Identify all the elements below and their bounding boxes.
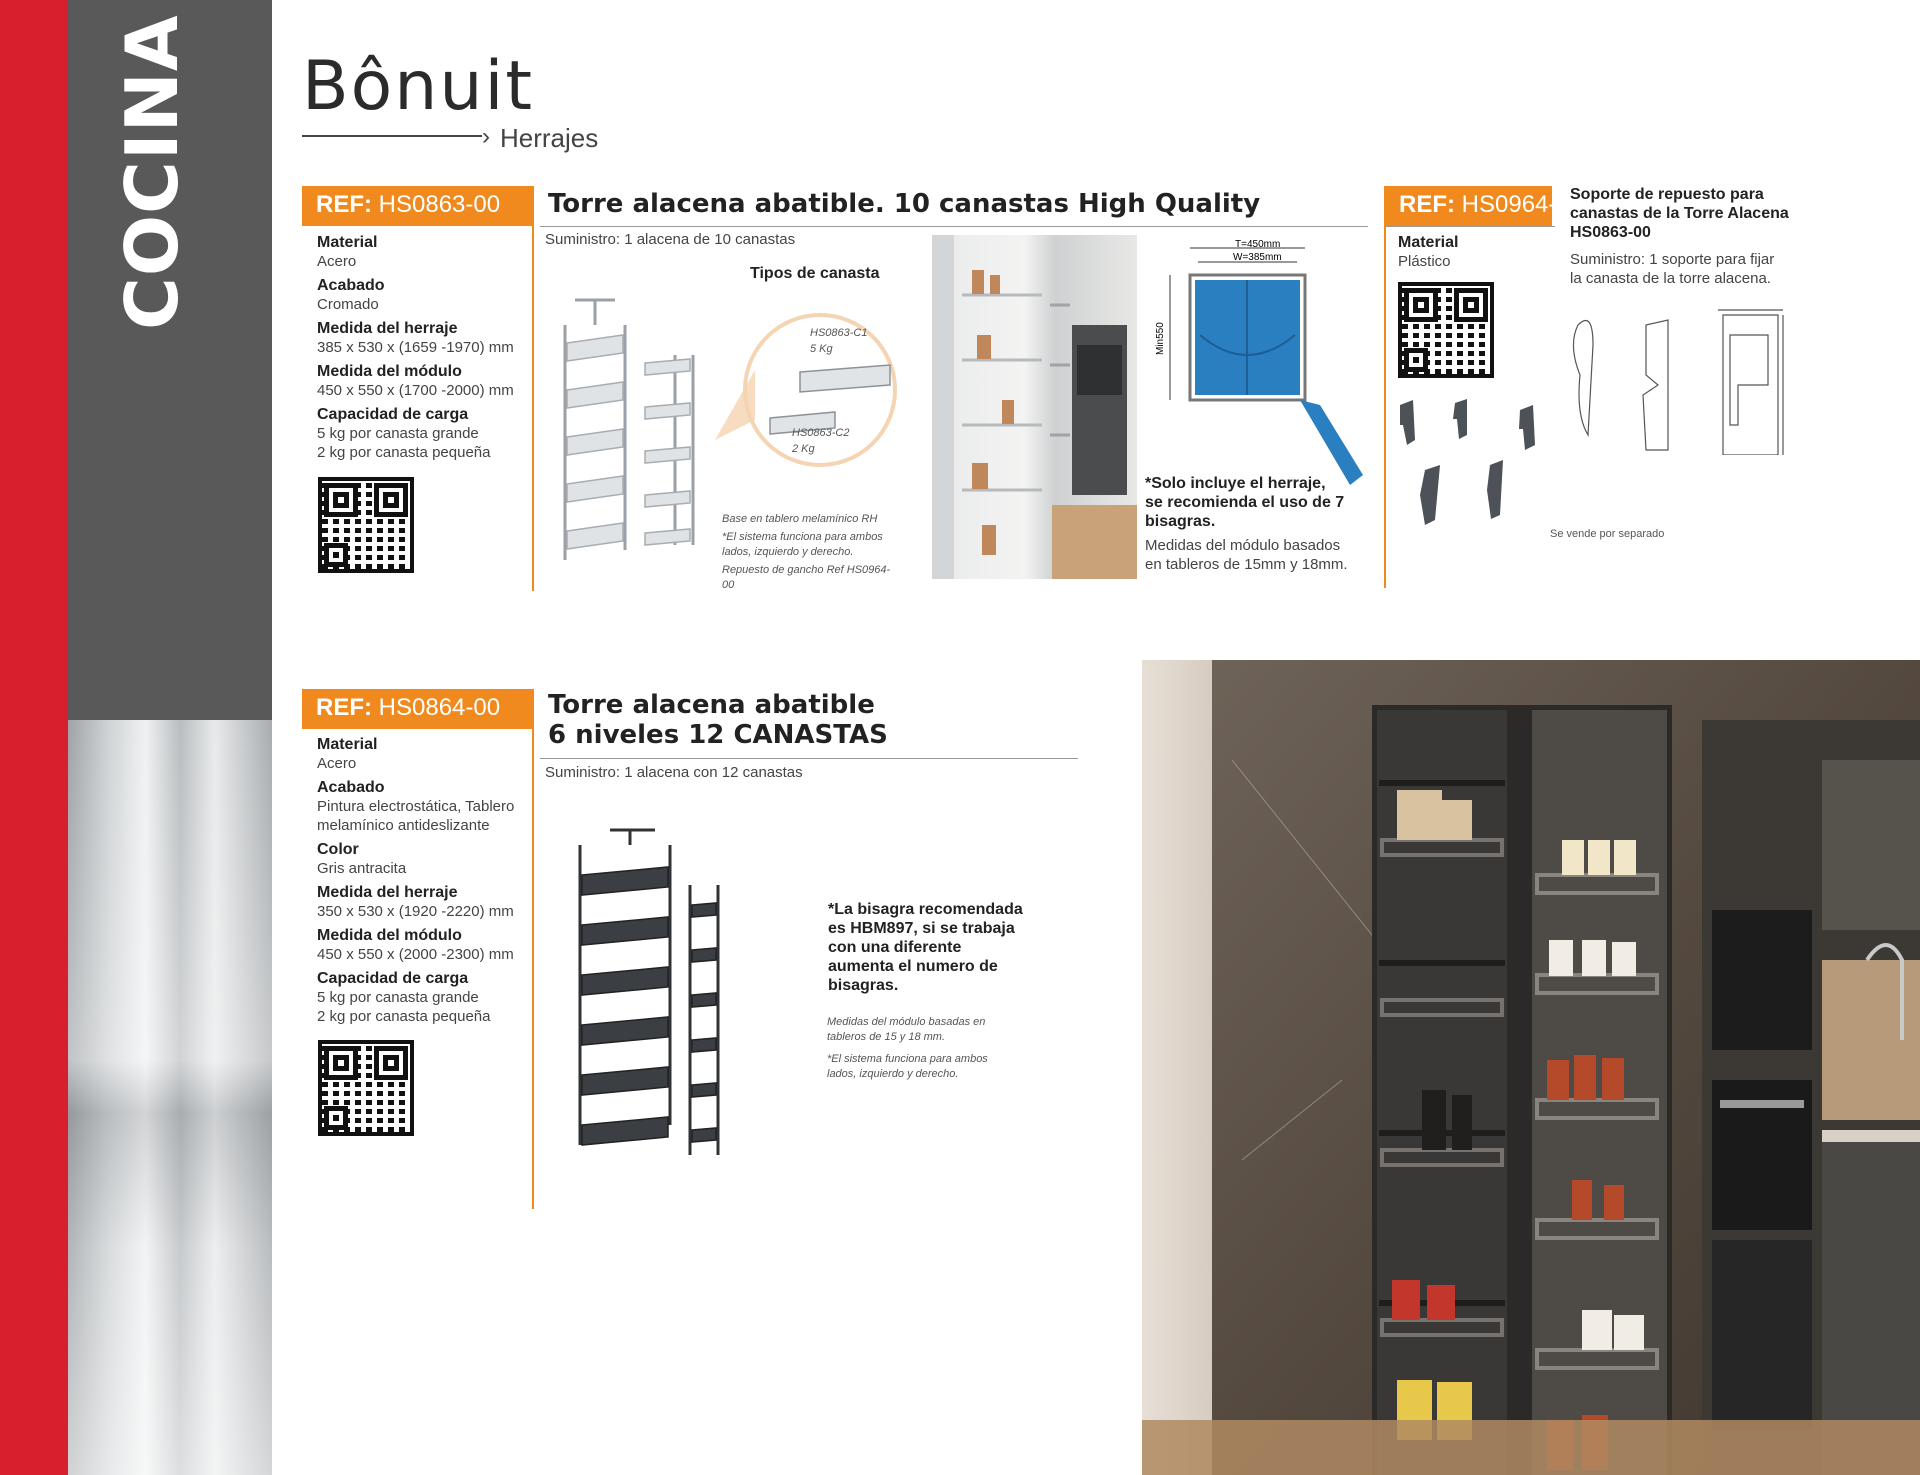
- sold-separately-note: Se vende por separado: [1550, 528, 1665, 540]
- dimension-label: Min550: [1155, 322, 1166, 355]
- ref-code: HS0964-00: [1461, 191, 1584, 218]
- chrome-tower-illustration: [545, 295, 705, 570]
- spec-label: Medida del módulo: [317, 363, 462, 380]
- hinge-note: *La bisagra recomendada es HBM897, si se trabaja con una diferente aumenta el numero de bisagras.: [828, 901, 1023, 994]
- note-text: lados, izquierdo y derecho.: [722, 546, 854, 558]
- note-text: *El sistema funciona para ambos lados, izquierdo y derecho.: [827, 1053, 988, 1080]
- spec-value: 385 x 530 x (1659 -1970) mm: [317, 339, 514, 356]
- basket-weight: 2 Kg: [792, 443, 815, 455]
- module-note: Medidas del módulo basados en tableros de 15mm y 18mm.: [1145, 537, 1348, 573]
- supply-text: Suministro: 1 alacena con 12 canastas: [545, 764, 803, 781]
- spec-label: Capacidad de carga: [317, 970, 469, 987]
- ref-label: REF:: [316, 694, 372, 721]
- ref-badge-hs0863: [302, 186, 532, 226]
- spec-list: [317, 730, 517, 1026]
- spec-list: [1398, 228, 1598, 271]
- ref-code: HS0863-00: [378, 191, 501, 218]
- ref-label: REF:: [1399, 191, 1455, 218]
- section-title: COCINA: [110, 14, 194, 330]
- spec-value: 5 kg por canasta grande: [317, 425, 479, 442]
- divider-horizontal: [540, 226, 1368, 227]
- logo-subtitle: Herrajes: [500, 123, 599, 153]
- note-text: Repuesto de gancho Ref HS0964-00: [722, 564, 891, 591]
- supply-text: Suministro: 1 soporte para fijar la canasta de la torre alacena.: [1570, 251, 1775, 287]
- ref-badge-hs0964: [1385, 186, 1584, 226]
- spec-label: Medida del módulo: [317, 927, 462, 944]
- brand-logo: [302, 47, 622, 155]
- qr-code[interactable]: [318, 1040, 414, 1136]
- qr-code[interactable]: [318, 477, 414, 573]
- kitchen-photo: [1142, 660, 1920, 1475]
- basket-code: HS0863-C1: [810, 327, 868, 339]
- support-technical-drawing: [1568, 305, 1788, 455]
- spec-list: [317, 228, 517, 462]
- ref-label: REF:: [316, 191, 372, 218]
- note-text: *El sistema funciona para ambos: [722, 531, 883, 543]
- divider-vertical: [1384, 186, 1386, 588]
- module-note: Medidas del módulo basadas en tableros de 15 y 18 mm.: [827, 1016, 986, 1043]
- spec-label: Medida del herraje: [317, 884, 458, 901]
- logo-wordmark: Bônuit: [302, 47, 535, 126]
- basket-code: HS0863-C2: [792, 427, 850, 439]
- divider-vertical: [532, 689, 534, 1209]
- product-title: 6 niveles 12 CANASTAS: [548, 720, 888, 750]
- brushed-metal-image: [68, 720, 272, 1475]
- qr-code[interactable]: [1398, 282, 1494, 378]
- spec-value: 450 x 550 x (1700 -2000) mm: [317, 382, 514, 399]
- basket-types-title: Tipos de canasta: [750, 265, 880, 282]
- spec-label: Acabado: [317, 779, 385, 796]
- spec-label: Medida del herraje: [317, 320, 458, 337]
- product-title: Torre alacena abatible: [548, 690, 875, 720]
- ref-code: HS0864-00: [378, 694, 501, 721]
- supply-text: Suministro: 1 alacena de 10 canastas: [545, 231, 796, 248]
- divider-vertical: [532, 186, 534, 591]
- spec-label: Material: [1398, 234, 1459, 251]
- basket-weight: 5 Kg: [810, 343, 833, 355]
- dimension-drawing: [1145, 235, 1375, 495]
- spec-value: Plástico: [1398, 253, 1451, 270]
- product-title: Torre alacena abatible. 10 canastas High Quality: [548, 189, 1261, 219]
- support-pieces-illustration: [1395, 395, 1545, 535]
- spec-label: Material: [317, 736, 378, 753]
- divider-horizontal: [1385, 226, 1555, 227]
- red-side-bar: [0, 0, 68, 1475]
- dimension-label: T=450mm: [1235, 239, 1281, 250]
- pantry-photo: [932, 235, 1137, 579]
- spec-label: Material: [317, 234, 378, 251]
- spec-value: 5 kg por canasta grande: [317, 989, 479, 1006]
- spec-value: 2 kg por canasta pequeña: [317, 444, 491, 461]
- divider-horizontal: [540, 758, 1078, 759]
- note-text: Base en tablero melamínico RH: [722, 513, 878, 525]
- spec-value: 2 kg por canasta pequeña: [317, 1008, 491, 1025]
- ref-badge-hs0864: [302, 689, 532, 729]
- spec-value: Acero: [317, 253, 357, 270]
- spec-value: 350 x 530 x (1920 -2220) mm: [317, 903, 514, 920]
- chevron-right-icon: ›: [482, 123, 490, 150]
- dimension-label: W=385mm: [1233, 252, 1282, 263]
- hinge-note: *Solo incluye el herraje, se recomienda el uso de 7 bisagras.: [1145, 475, 1345, 530]
- spec-label: Capacidad de carga: [317, 406, 469, 423]
- spec-value: 450 x 550 x (2000 -2300) mm: [317, 946, 514, 963]
- spec-value: Gris antracita: [317, 860, 407, 877]
- spec-value: Pintura electrostática, Tablero melamínico antideslizante: [317, 798, 515, 834]
- product-title: Soporte de repuesto para canastas de la Torre Alacena HS0863-00: [1570, 186, 1789, 241]
- anthracite-tower-illustration: [560, 825, 730, 1165]
- spec-value: Cromado: [317, 296, 379, 313]
- spec-value: Acero: [317, 755, 357, 772]
- spec-label: Acabado: [317, 277, 385, 294]
- logo-underline: [302, 135, 482, 137]
- spec-label: Color: [317, 841, 359, 858]
